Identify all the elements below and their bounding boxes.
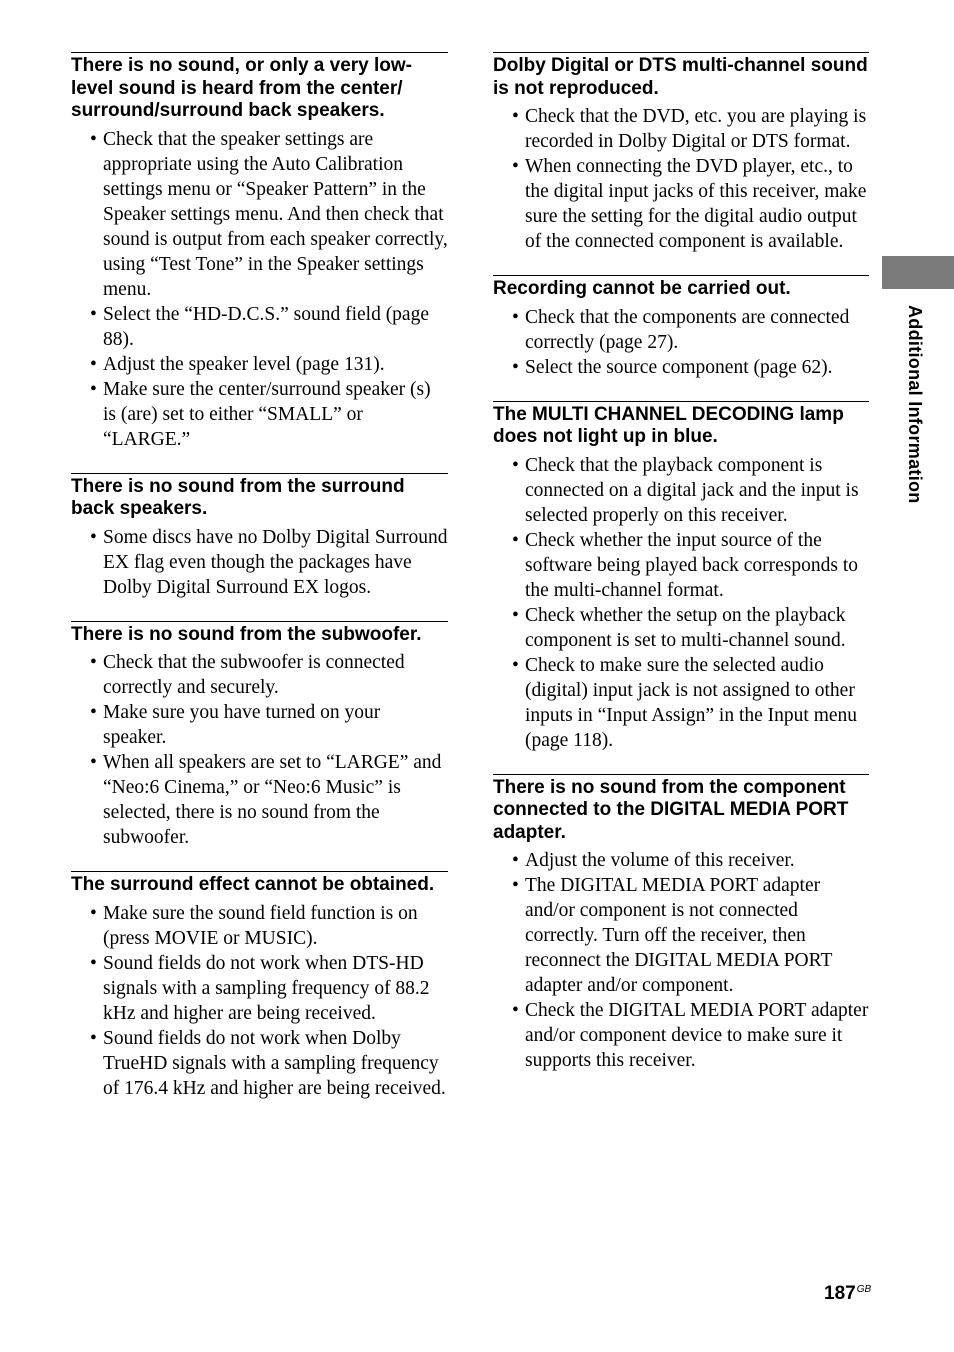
- bullet-glyph: •: [90, 952, 97, 974]
- page-number: [824, 1283, 871, 1305]
- section-heading: Dolby Digital or DTS multi-channel sound is not reproduced.: [493, 55, 868, 99]
- troubleshooting-section: [493, 401, 869, 753]
- bullet-glyph: •: [512, 654, 519, 676]
- bullet-glyph: •: [90, 128, 97, 150]
- list-item-text: Check that the playback component is connected on a digital jack and the input is selected properly on this receiver.: [525, 454, 859, 526]
- section-heading: The surround effect cannot be obtained.: [71, 874, 435, 895]
- bullet-glyph: •: [512, 875, 519, 896]
- bullet-list: [71, 901, 448, 1101]
- page-number-value: 187: [824, 1283, 856, 1304]
- list-item-text: When all speakers are set to “LARGE” and “Neo:6 Cinema,” or “Neo:6 Music” is selected, there is no sound from the subwoofer.: [103, 752, 442, 848]
- bullet-glyph: •: [90, 652, 97, 673]
- page-number-suffix: GB: [856, 1284, 872, 1295]
- bullet-glyph: •: [90, 353, 97, 375]
- list-item-text: Adjust the speaker level (page 131).: [103, 353, 385, 375]
- list-item-text: Check that the DVD, etc. you are playing is recorded in Dolby Digital or DTS format.: [525, 106, 867, 152]
- bullet-list: [493, 453, 869, 753]
- bullet-list: [71, 127, 448, 452]
- list-item-text: When connecting the DVD player, etc., to the digital input jacks of this receiver, make sure the setting for the digital audio output of the connected component is available.: [525, 156, 867, 252]
- list-item: [71, 127, 448, 302]
- bullet-glyph: •: [90, 752, 97, 773]
- list-item-text: Check that the components are connected correctly (page 27).: [525, 306, 850, 353]
- bullet-glyph: •: [512, 306, 519, 328]
- right-column: [493, 52, 869, 1094]
- list-item: [493, 848, 869, 873]
- list-item-text: Some discs have no Dolby Digital Surround EX flag even though the packages have Dolby Digital Surround EX logos.: [103, 526, 448, 598]
- list-item: [493, 104, 869, 154]
- section-heading: There is no sound from the component connected to the DIGITAL MEDIA PORT adapter.: [493, 776, 849, 843]
- bullet-glyph: •: [512, 106, 519, 127]
- bullet-glyph: •: [512, 156, 519, 177]
- list-item: [71, 650, 448, 700]
- list-item: [71, 901, 448, 951]
- list-item-text: Sound fields do not work when Dolby TrueHD signals with a sampling frequency of 176.4 kHz and higher are being received.: [103, 1027, 446, 1099]
- section-heading: The MULTI CHANNEL DECODING lamp does not light up in blue.: [493, 403, 844, 447]
- list-item-text: Check to make sure the selected audio (digital) input jack is not assigned to other inputs in “Input Assign” in the Input menu (page 118).: [525, 654, 858, 751]
- troubleshooting-section: [493, 774, 869, 1074]
- list-item: [493, 603, 869, 653]
- bullet-glyph: •: [512, 454, 519, 476]
- bullet-list: [71, 650, 448, 850]
- list-item-text: Check that the speaker settings are appropriate using the Auto Calibration settings menu or “Speaker Pattern” in the Speaker settings menu. And then check that sound is output from each speaker correctly, using “Test Tone” in the Speaker settings menu.: [103, 128, 448, 300]
- list-item: [493, 528, 869, 603]
- bullet-list: [71, 525, 448, 600]
- list-item: [493, 355, 869, 380]
- bullet-glyph: •: [512, 1000, 519, 1021]
- troubleshooting-section: [493, 275, 869, 380]
- list-item: [493, 998, 869, 1073]
- bullet-glyph: •: [90, 303, 97, 325]
- list-item-text: Select the “HD-D.C.S.” sound field (page 88).: [103, 303, 429, 350]
- list-item: [493, 653, 869, 753]
- bullet-glyph: •: [90, 702, 97, 723]
- bullet-glyph: •: [90, 1027, 97, 1049]
- list-item: [493, 453, 869, 528]
- list-item: [71, 951, 448, 1026]
- list-item-text: Sound fields do not work when DTS-HD signals with a sampling frequency of 88.2 kHz and higher are being received.: [103, 952, 430, 1024]
- bullet-list: [493, 848, 869, 1073]
- bullet-glyph: •: [90, 378, 97, 400]
- list-item: [71, 377, 448, 452]
- section-heading: There is no sound, or only a very low-level sound is heard from the center/ surround/surround back speakers.: [71, 55, 413, 121]
- list-item: [71, 700, 448, 750]
- section-heading: There is no sound from the surround back speakers.: [71, 475, 405, 519]
- bullet-list: [493, 104, 869, 254]
- list-item: [71, 1026, 448, 1101]
- troubleshooting-section: [71, 871, 448, 1101]
- list-item-text: Check the DIGITAL MEDIA PORT adapter and/or component device to make sure it supports this receiver.: [525, 1000, 869, 1071]
- list-item-text: Check whether the setup on the playback component is set to multi-channel sound.: [525, 604, 846, 651]
- troubleshooting-section: [71, 621, 448, 851]
- list-item: [71, 302, 448, 352]
- list-item: [71, 352, 448, 377]
- list-item-text: The DIGITAL MEDIA PORT adapter and/or component is not connected correctly. Turn off the receiver, then reconnect the DIGITAL MEDIA PORT adapter and/or component.: [525, 875, 833, 996]
- list-item-text: Make sure the sound field function is on (press MOVIE or MUSIC).: [103, 902, 418, 949]
- bullet-glyph: •: [512, 850, 519, 871]
- section-heading: Recording cannot be carried out.: [493, 278, 791, 299]
- list-item: [493, 154, 869, 254]
- bullet-glyph: •: [512, 604, 519, 626]
- section-heading: There is no sound from the subwoofer.: [71, 623, 422, 645]
- list-item-text: Select the source component (page 62).: [525, 356, 833, 378]
- list-item-text: Adjust the volume of this receiver.: [525, 850, 795, 871]
- list-item: [493, 873, 869, 998]
- list-item-text: Check that the subwoofer is connected correctly and securely.: [103, 652, 405, 698]
- list-item: [71, 525, 448, 600]
- section-side-label: Additional Information: [905, 305, 925, 504]
- troubleshooting-section: [71, 473, 448, 600]
- bullet-list: [493, 305, 869, 380]
- troubleshooting-section: [71, 52, 448, 452]
- list-item-text: Make sure the center/surround speaker (s) is (are) set to either “SMALL” or “LARGE.”: [103, 378, 431, 450]
- list-item: [493, 305, 869, 355]
- bullet-glyph: •: [512, 356, 519, 378]
- list-item-text: Check whether the input source of the software being played back corresponds to the multi-channel format.: [525, 529, 859, 601]
- bullet-glyph: •: [90, 902, 97, 924]
- troubleshooting-section: [493, 52, 869, 254]
- section-tab-marker: [882, 256, 954, 289]
- list-item-text: Make sure you have turned on your speaker.: [103, 702, 381, 748]
- left-column: [71, 52, 448, 1122]
- list-item: [71, 750, 448, 850]
- bullet-glyph: •: [90, 526, 97, 548]
- bullet-glyph: •: [512, 529, 519, 551]
